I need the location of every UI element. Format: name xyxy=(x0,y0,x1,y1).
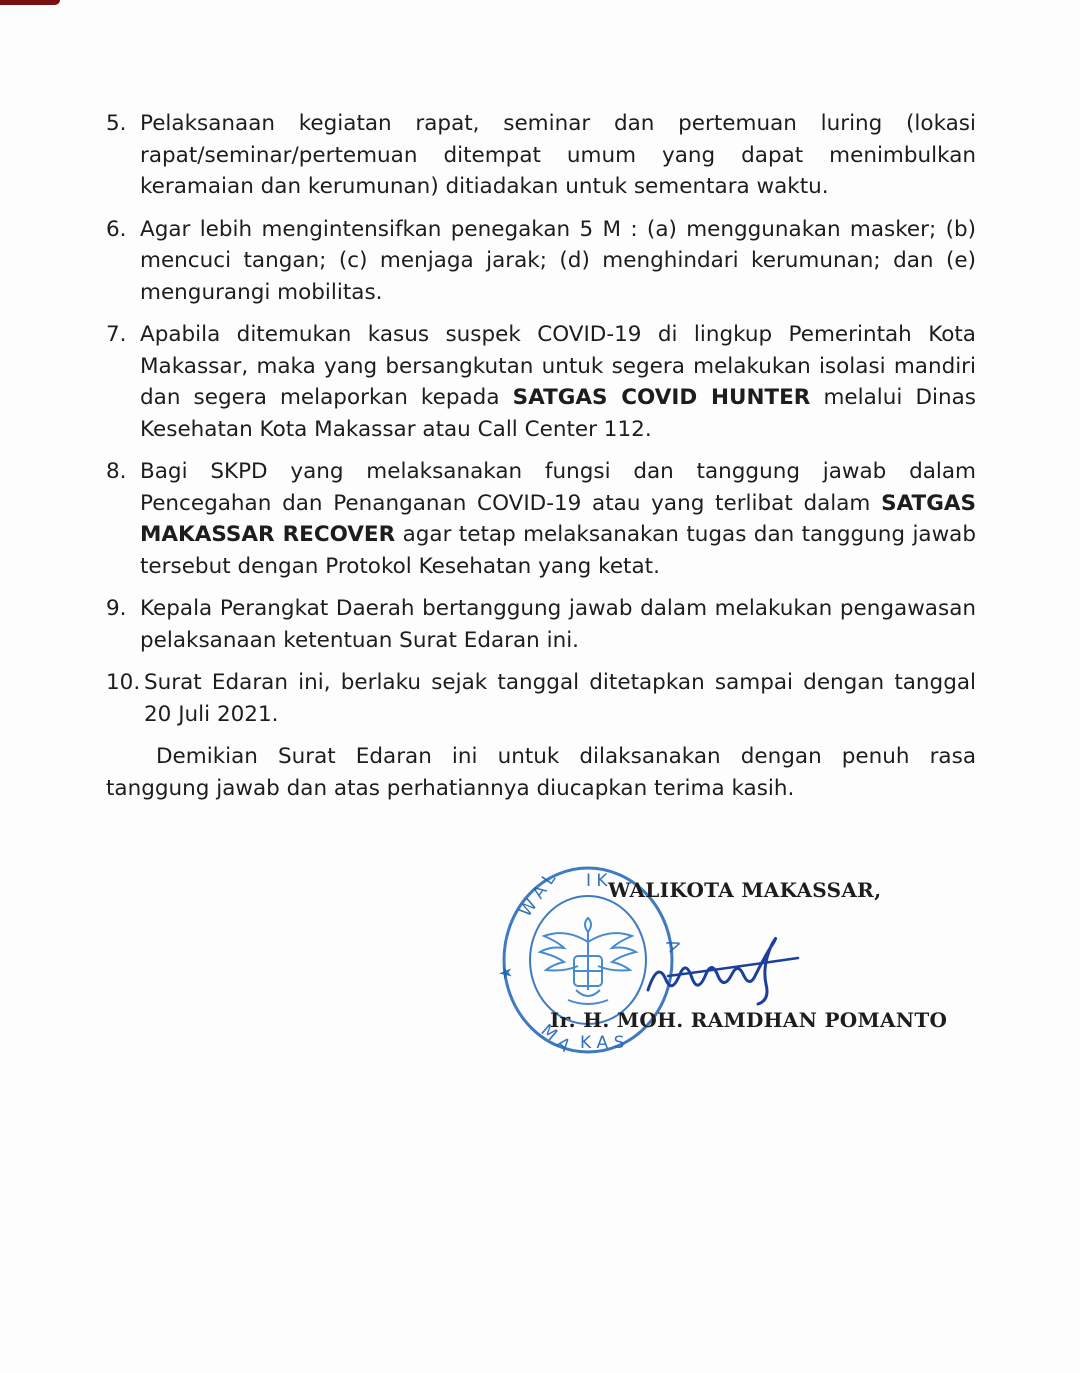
list-item xyxy=(106,214,976,309)
list-item-number: 9. xyxy=(106,596,127,621)
svg-text:A: A xyxy=(661,936,685,955)
list-item xyxy=(106,593,976,656)
closing-paragraph: Demikian Surat Edaran ini untuk dilaksanakan dengan penuh rasa tanggung jawab dan atas perhatiannya diucapkan terima kasih. xyxy=(106,744,976,801)
list-item-number: 6. xyxy=(106,216,127,242)
corner-decoration xyxy=(0,0,60,5)
list-item-text xyxy=(140,593,976,656)
emphasized-text: SATGAS COVID HUNTER xyxy=(512,385,811,410)
text-segment: Agar lebih mengintensifkan penegakan 5 M : (a) menggunakan masker; (b) mencuci tangan; (c) menjaga jarak; (d) menghindari kerumunan; dan (e) mengurangi mobilitas. xyxy=(140,216,976,305)
list-item-number: 5. xyxy=(106,111,127,136)
signatory-name: Ir. H. MOH. RAMDHAN POMANTO xyxy=(550,1008,948,1032)
list-item xyxy=(106,667,976,730)
list-item-text xyxy=(144,667,976,730)
letter-body xyxy=(106,108,976,826)
signatory-title: WALIKOTA MAKASSAR, xyxy=(608,878,882,902)
text-segment: Pelaksanaan kegiatan rapat, seminar dan pertemuan luring (lokasi rapat/seminar/pertemuan ditempat umum yang dapat menimbulkan keramaian dan kerumunan) ditiadakan untuk sementara waktu. xyxy=(140,111,976,199)
svg-text:K A S: K A S xyxy=(580,1033,625,1053)
svg-text:★: ★ xyxy=(495,964,517,982)
list-item xyxy=(106,319,976,445)
text-segment: Bagi SKPD yang melaksanakan fungsi dan tanggung jawab dalam Pencegahan dan Penanganan COVID-19 atau yang terlibat dalam xyxy=(140,459,976,516)
list-item xyxy=(106,108,976,203)
text-segment: melalui Dinas Kesehatan Kota Makassar atau Call Center 112. xyxy=(140,385,976,442)
emphasized-text: SATGAS MAKASSAR RECOVER xyxy=(140,490,976,547)
list-item-number: 8. xyxy=(106,459,127,484)
garuda-emblem-icon xyxy=(540,918,636,1004)
list-item-number: 7. xyxy=(106,322,127,347)
text-segment: Surat Edaran ini, berlaku sejak tanggal ditetapkan sampai dengan tanggal 20 Juli 2021. xyxy=(144,670,976,727)
list-item-number: 10. xyxy=(106,670,141,695)
numbered-list xyxy=(106,108,976,730)
text-segment: Kepala Perangkat Daerah bertanggung jawab dalam melakukan pengawasan pelaksanaan ketentuan Surat Edaran ini. xyxy=(140,596,976,653)
text-segment: agar tetap melaksanakan tugas dan tanggung jawab tersebut dengan Protokol Kesehatan yang ketat. xyxy=(140,522,977,579)
signature-block xyxy=(495,860,978,1070)
svg-text:M A: M A xyxy=(536,1020,574,1057)
list-item xyxy=(106,456,976,582)
handwritten-signature xyxy=(638,930,818,1010)
list-item-text xyxy=(140,456,976,582)
list-item-text xyxy=(140,319,976,445)
svg-text:I K: I K xyxy=(586,871,608,891)
list-item-text xyxy=(140,214,976,309)
svg-text:W A L: W A L xyxy=(515,869,561,921)
text-segment: Apabila ditemukan kasus suspek COVID-19 di lingkup Pemerintah Kota Makassar, maka yang bersangkutan untuk segera melakukan isolasi mandiri dan segera melaporkan kepada xyxy=(140,322,976,410)
list-item-text xyxy=(140,108,976,203)
